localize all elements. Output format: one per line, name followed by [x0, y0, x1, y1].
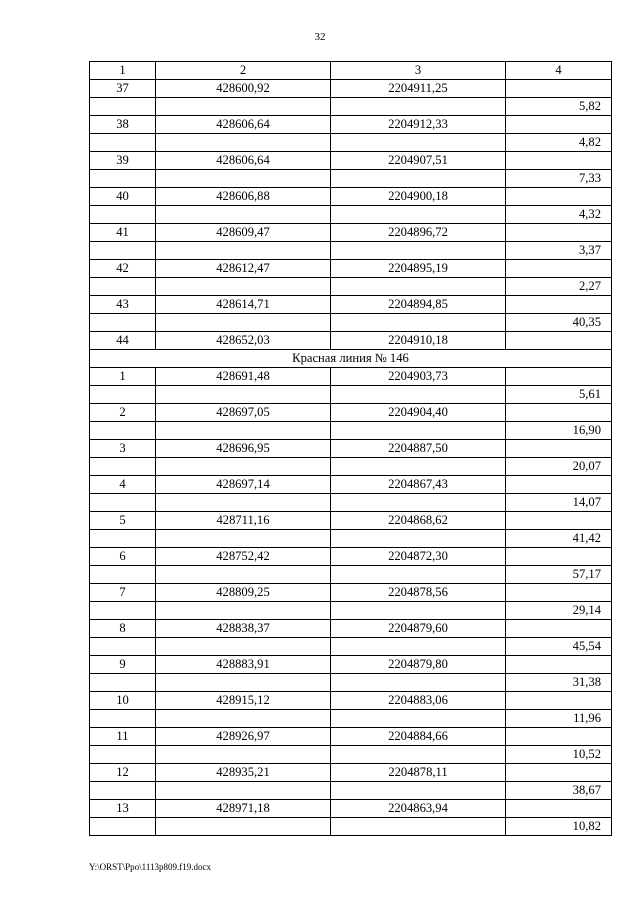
point-number-cell: 10	[89, 691, 155, 709]
y-coordinate-cell: 2204868,62	[330, 511, 505, 529]
point-number-cell	[89, 313, 155, 331]
point-number-cell: 9	[89, 655, 155, 673]
point-number-cell: 43	[89, 295, 155, 313]
y-coordinate-cell: 2204912,33	[330, 115, 505, 133]
coordinates-table	[89, 61, 612, 836]
x-coordinate-cell	[155, 133, 330, 151]
x-coordinate-cell	[155, 673, 330, 691]
table-row	[89, 655, 612, 673]
point-number-cell: 42	[89, 259, 155, 277]
point-number-cell	[89, 529, 155, 547]
x-coordinate-cell: 428600,92	[155, 79, 330, 97]
x-coordinate-cell: 428614,71	[155, 295, 330, 313]
x-coordinate-cell	[155, 385, 330, 403]
distance-cell	[505, 295, 612, 313]
table-row	[89, 763, 612, 781]
table-row	[89, 79, 612, 97]
table-row	[89, 277, 612, 295]
x-coordinate-cell: 428696,95	[155, 439, 330, 457]
table-row	[89, 313, 612, 331]
point-number-cell	[89, 493, 155, 511]
distance-cell	[505, 115, 612, 133]
point-number-cell	[89, 601, 155, 619]
distance-cell: 16,90	[505, 421, 612, 439]
section-title-row	[89, 349, 612, 367]
x-coordinate-cell: 428915,12	[155, 691, 330, 709]
distance-cell: 10,82	[505, 817, 612, 835]
y-coordinate-cell	[330, 457, 505, 475]
y-coordinate-cell	[330, 817, 505, 835]
distance-cell: 45,54	[505, 637, 612, 655]
distance-cell	[505, 79, 612, 97]
distance-cell: 40,35	[505, 313, 612, 331]
y-coordinate-cell	[330, 565, 505, 583]
x-coordinate-cell	[155, 817, 330, 835]
x-coordinate-cell	[155, 241, 330, 259]
x-coordinate-cell	[155, 709, 330, 727]
distance-cell	[505, 223, 612, 241]
table-row	[89, 331, 612, 349]
y-coordinate-cell	[330, 205, 505, 223]
y-coordinate-cell	[330, 241, 505, 259]
distance-cell: 14,07	[505, 493, 612, 511]
header-cell: 3	[330, 61, 505, 79]
point-number-cell	[89, 781, 155, 799]
point-number-cell: 7	[89, 583, 155, 601]
distance-cell: 41,42	[505, 529, 612, 547]
header-cell: 1	[89, 61, 155, 79]
x-coordinate-cell	[155, 781, 330, 799]
x-coordinate-cell	[155, 277, 330, 295]
point-number-cell: 40	[89, 187, 155, 205]
table-row	[89, 133, 612, 151]
point-number-cell	[89, 169, 155, 187]
distance-cell: 4,82	[505, 133, 612, 151]
file-path-footer: Y:\ORST\Ppo\1113p809.f19.docx	[89, 862, 212, 872]
table-row	[89, 727, 612, 745]
x-coordinate-cell	[155, 637, 330, 655]
y-coordinate-cell	[330, 601, 505, 619]
table-body	[89, 79, 612, 835]
x-coordinate-cell	[155, 205, 330, 223]
x-coordinate-cell: 428883,91	[155, 655, 330, 673]
y-coordinate-cell	[330, 385, 505, 403]
y-coordinate-cell: 2204879,60	[330, 619, 505, 637]
table-row	[89, 403, 612, 421]
point-number-cell: 5	[89, 511, 155, 529]
table-row	[89, 115, 612, 133]
distance-cell	[505, 547, 612, 565]
y-coordinate-cell: 2204904,40	[330, 403, 505, 421]
table-row	[89, 817, 612, 835]
distance-cell: 57,17	[505, 565, 612, 583]
table-row	[89, 691, 612, 709]
point-number-cell	[89, 97, 155, 115]
table-row	[89, 745, 612, 763]
y-coordinate-cell: 2204896,72	[330, 223, 505, 241]
distance-cell	[505, 151, 612, 169]
point-number-cell: 2	[89, 403, 155, 421]
y-coordinate-cell	[330, 493, 505, 511]
y-coordinate-cell	[330, 277, 505, 295]
table-row	[89, 493, 612, 511]
distance-cell	[505, 259, 612, 277]
distance-cell: 3,37	[505, 241, 612, 259]
section-title: Красная линия № 146	[89, 349, 612, 367]
table-header-row	[89, 61, 612, 79]
point-number-cell	[89, 205, 155, 223]
table-row	[89, 187, 612, 205]
x-coordinate-cell: 428612,47	[155, 259, 330, 277]
distance-cell	[505, 403, 612, 421]
y-coordinate-cell: 2204910,18	[330, 331, 505, 349]
x-coordinate-cell	[155, 565, 330, 583]
y-coordinate-cell: 2204863,94	[330, 799, 505, 817]
header-cell: 2	[155, 61, 330, 79]
table-row	[89, 511, 612, 529]
point-number-cell	[89, 565, 155, 583]
table-row	[89, 241, 612, 259]
distance-cell: 20,07	[505, 457, 612, 475]
distance-cell	[505, 511, 612, 529]
distance-cell	[505, 655, 612, 673]
x-coordinate-cell	[155, 493, 330, 511]
distance-cell: 5,82	[505, 97, 612, 115]
point-number-cell	[89, 241, 155, 259]
table-row	[89, 583, 612, 601]
header-cell: 4	[505, 61, 612, 79]
point-number-cell: 39	[89, 151, 155, 169]
point-number-cell	[89, 637, 155, 655]
distance-cell: 10,52	[505, 745, 612, 763]
point-number-cell: 37	[89, 79, 155, 97]
distance-cell: 5,61	[505, 385, 612, 403]
distance-cell	[505, 439, 612, 457]
x-coordinate-cell	[155, 529, 330, 547]
table-row	[89, 565, 612, 583]
point-number-cell	[89, 133, 155, 151]
distance-cell	[505, 799, 612, 817]
distance-cell: 4,32	[505, 205, 612, 223]
point-number-cell: 44	[89, 331, 155, 349]
point-number-cell: 13	[89, 799, 155, 817]
y-coordinate-cell: 2204907,51	[330, 151, 505, 169]
table-row	[89, 799, 612, 817]
y-coordinate-cell	[330, 421, 505, 439]
x-coordinate-cell: 428606,88	[155, 187, 330, 205]
point-number-cell: 38	[89, 115, 155, 133]
point-number-cell: 11	[89, 727, 155, 745]
table-row	[89, 709, 612, 727]
y-coordinate-cell: 2204878,11	[330, 763, 505, 781]
x-coordinate-cell	[155, 97, 330, 115]
y-coordinate-cell: 2204900,18	[330, 187, 505, 205]
table-row	[89, 457, 612, 475]
point-number-cell: 6	[89, 547, 155, 565]
x-coordinate-cell	[155, 601, 330, 619]
x-coordinate-cell: 428697,05	[155, 403, 330, 421]
y-coordinate-cell	[330, 709, 505, 727]
x-coordinate-cell: 428809,25	[155, 583, 330, 601]
table-row	[89, 97, 612, 115]
x-coordinate-cell: 428926,97	[155, 727, 330, 745]
y-coordinate-cell	[330, 745, 505, 763]
table-row	[89, 637, 612, 655]
y-coordinate-cell: 2204884,66	[330, 727, 505, 745]
x-coordinate-cell: 428697,14	[155, 475, 330, 493]
x-coordinate-cell: 428691,48	[155, 367, 330, 385]
y-coordinate-cell: 2204883,06	[330, 691, 505, 709]
table-row	[89, 547, 612, 565]
y-coordinate-cell	[330, 313, 505, 331]
y-coordinate-cell: 2204887,50	[330, 439, 505, 457]
x-coordinate-cell: 428652,03	[155, 331, 330, 349]
table-row	[89, 205, 612, 223]
x-coordinate-cell: 428838,37	[155, 619, 330, 637]
x-coordinate-cell	[155, 313, 330, 331]
y-coordinate-cell: 2204878,56	[330, 583, 505, 601]
distance-cell: 7,33	[505, 169, 612, 187]
table-row	[89, 673, 612, 691]
table-bottom-border	[89, 835, 612, 836]
y-coordinate-cell: 2204911,25	[330, 79, 505, 97]
point-number-cell	[89, 817, 155, 835]
y-coordinate-cell: 2204872,30	[330, 547, 505, 565]
point-number-cell: 41	[89, 223, 155, 241]
distance-cell: 2,27	[505, 277, 612, 295]
x-coordinate-cell: 428971,18	[155, 799, 330, 817]
point-number-cell	[89, 457, 155, 475]
distance-cell	[505, 367, 612, 385]
y-coordinate-cell	[330, 169, 505, 187]
page-number: 32	[314, 31, 326, 43]
x-coordinate-cell: 428606,64	[155, 151, 330, 169]
distance-cell	[505, 331, 612, 349]
point-number-cell	[89, 421, 155, 439]
x-coordinate-cell	[155, 745, 330, 763]
x-coordinate-cell: 428752,42	[155, 547, 330, 565]
table-row	[89, 169, 612, 187]
x-coordinate-cell	[155, 457, 330, 475]
x-coordinate-cell	[155, 169, 330, 187]
table-row	[89, 781, 612, 799]
point-number-cell	[89, 385, 155, 403]
y-coordinate-cell	[330, 529, 505, 547]
point-number-cell	[89, 745, 155, 763]
point-number-cell	[89, 277, 155, 295]
x-coordinate-cell	[155, 421, 330, 439]
distance-cell: 31,38	[505, 673, 612, 691]
table-row	[89, 619, 612, 637]
distance-cell	[505, 727, 612, 745]
point-number-cell: 4	[89, 475, 155, 493]
point-number-cell: 12	[89, 763, 155, 781]
y-coordinate-cell	[330, 637, 505, 655]
point-number-cell: 3	[89, 439, 155, 457]
table-row	[89, 151, 612, 169]
x-coordinate-cell: 428606,64	[155, 115, 330, 133]
table-row	[89, 259, 612, 277]
distance-cell	[505, 475, 612, 493]
table-row	[89, 601, 612, 619]
table-row	[89, 367, 612, 385]
distance-cell: 29,14	[505, 601, 612, 619]
table-row	[89, 439, 612, 457]
table-row	[89, 475, 612, 493]
distance-cell: 11,96	[505, 709, 612, 727]
distance-cell	[505, 691, 612, 709]
distance-cell	[505, 619, 612, 637]
x-coordinate-cell: 428711,16	[155, 511, 330, 529]
distance-cell	[505, 583, 612, 601]
table-row	[89, 295, 612, 313]
x-coordinate-cell: 428935,21	[155, 763, 330, 781]
distance-cell	[505, 187, 612, 205]
distance-cell	[505, 763, 612, 781]
table-row	[89, 223, 612, 241]
distance-cell: 38,67	[505, 781, 612, 799]
y-coordinate-cell	[330, 97, 505, 115]
x-coordinate-cell: 428609,47	[155, 223, 330, 241]
point-number-cell	[89, 709, 155, 727]
y-coordinate-cell: 2204894,85	[330, 295, 505, 313]
y-coordinate-cell: 2204903,73	[330, 367, 505, 385]
y-coordinate-cell: 2204879,80	[330, 655, 505, 673]
table-row	[89, 529, 612, 547]
y-coordinate-cell: 2204895,19	[330, 259, 505, 277]
y-coordinate-cell	[330, 673, 505, 691]
table-row	[89, 385, 612, 403]
y-coordinate-cell: 2204867,43	[330, 475, 505, 493]
table-row	[89, 421, 612, 439]
y-coordinate-cell	[330, 781, 505, 799]
point-number-cell: 8	[89, 619, 155, 637]
point-number-cell: 1	[89, 367, 155, 385]
y-coordinate-cell	[330, 133, 505, 151]
point-number-cell	[89, 673, 155, 691]
